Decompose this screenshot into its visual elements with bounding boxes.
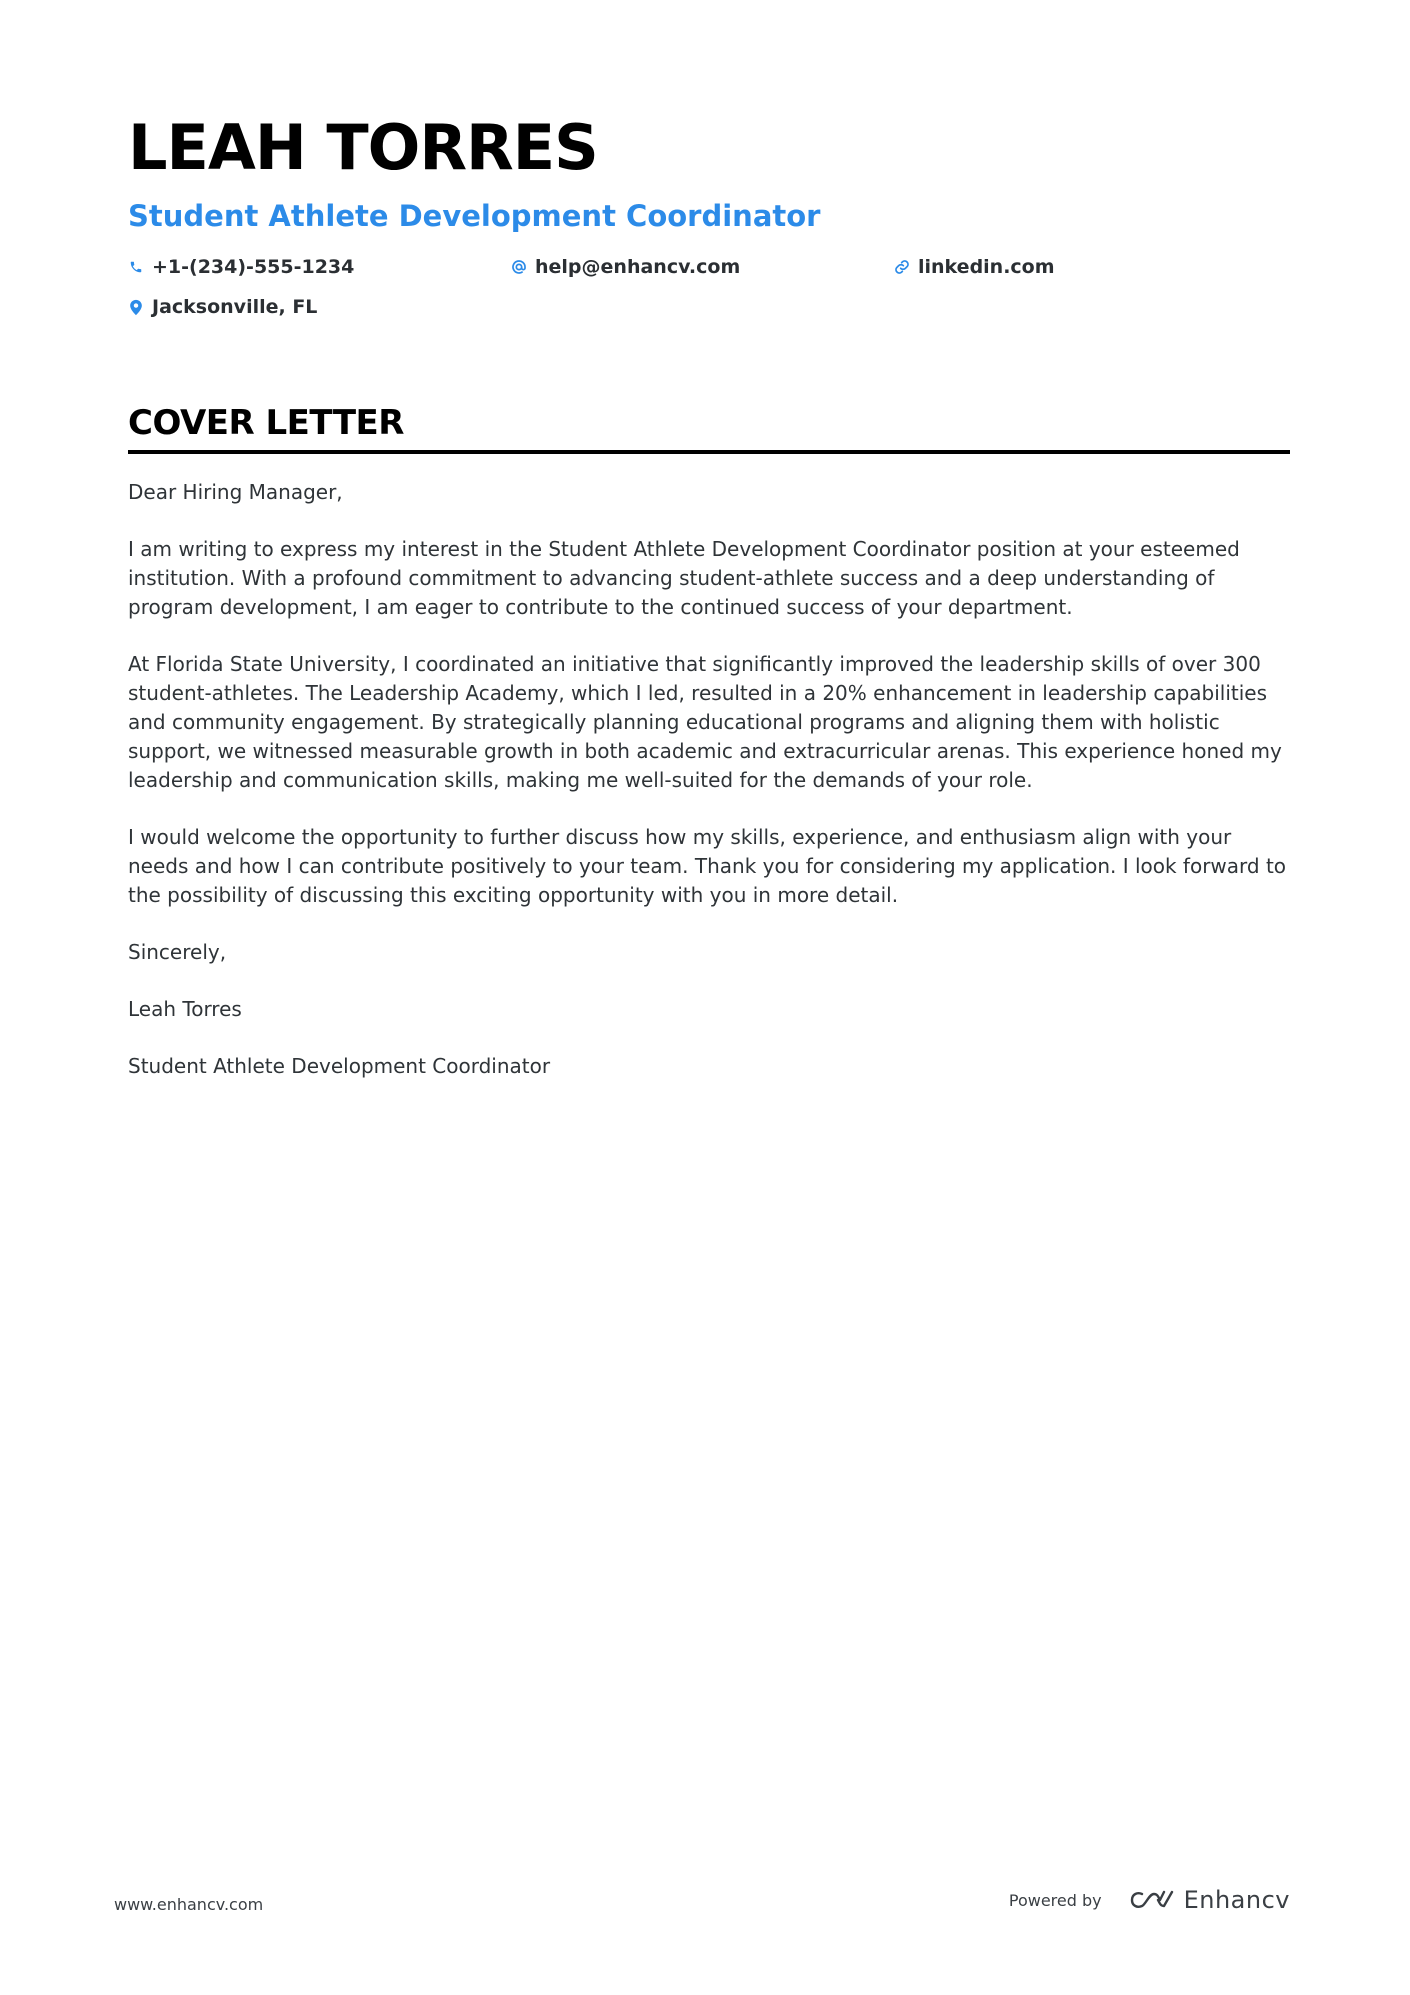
- candidate-title: Student Athlete Development Coordinator: [128, 199, 821, 233]
- letter-paragraph: I would welcome the opportunity to further discuss how my skills, experience, and enthusiasm align with your needs and how I can contribute positively to your team. Thank you for considering my application. I look forward to the possibility of discussing this exciting opportunity with you in more detail.: [128, 825, 1287, 907]
- letter-paragraph: At Florida State University, I coordinated an initiative that significantly improved the leadership skills of over 300 student-athletes. The Leadership Academy, which I led, resulted in a 20% enhancement in leadership capabilities and community engagement. By strategically planning educational programs and aligning them with holistic support, we witnessed measurable growth in both academic and extracurricular arenas. This experience honed my leadership and communication skills, making me well-suited for the demands of your role.: [128, 652, 1282, 792]
- enhancv-logo-icon: [1128, 1888, 1174, 1912]
- signature-name: Leah Torres: [128, 997, 242, 1021]
- letter-greeting: Dear Hiring Manager,: [128, 480, 343, 504]
- enhancv-brand[interactable]: [1128, 1886, 1290, 1914]
- contact-email[interactable]: [511, 254, 894, 280]
- at-icon: [511, 258, 527, 276]
- linkedin-text[interactable]: linkedin.com: [918, 256, 1055, 278]
- footer-branding[interactable]: [1009, 1886, 1290, 1914]
- contact-info: [128, 254, 1290, 320]
- signature-title: Student Athlete Development Coordinator: [128, 1054, 551, 1078]
- contact-location: [128, 294, 511, 320]
- section-heading-cover-letter: COVER LETTER: [128, 403, 404, 443]
- contact-linkedin[interactable]: [894, 254, 1277, 280]
- phone-icon: [128, 258, 144, 276]
- email-text[interactable]: help@enhancv.com: [535, 256, 741, 278]
- phone-text: +1-(234)-555-1234: [152, 256, 355, 278]
- cover-letter-page: [128, 108, 1290, 1109]
- footer-website[interactable]: www.enhancv.com: [114, 1895, 264, 1914]
- contact-phone: [128, 254, 511, 280]
- location-text: Jacksonville, FL: [152, 296, 318, 318]
- powered-by-label: Powered by: [1008, 1890, 1102, 1910]
- letter-paragraph: I am writing to express my interest in the Student Athlete Development Coordinator position at your esteemed institution. With a profound commitment to advancing student-athlete success and a deep understanding of program development, I am eager to contribute to the continued success of your department.: [128, 537, 1240, 619]
- letter-body: [128, 478, 1290, 1081]
- brand-name: Enhancv: [1183, 1886, 1290, 1914]
- section-divider: [128, 450, 1290, 454]
- link-icon: [894, 258, 910, 276]
- candidate-name: LEAH TORRES: [128, 111, 598, 184]
- location-pin-icon: [128, 298, 144, 316]
- letter-closing: Sincerely,: [128, 940, 227, 964]
